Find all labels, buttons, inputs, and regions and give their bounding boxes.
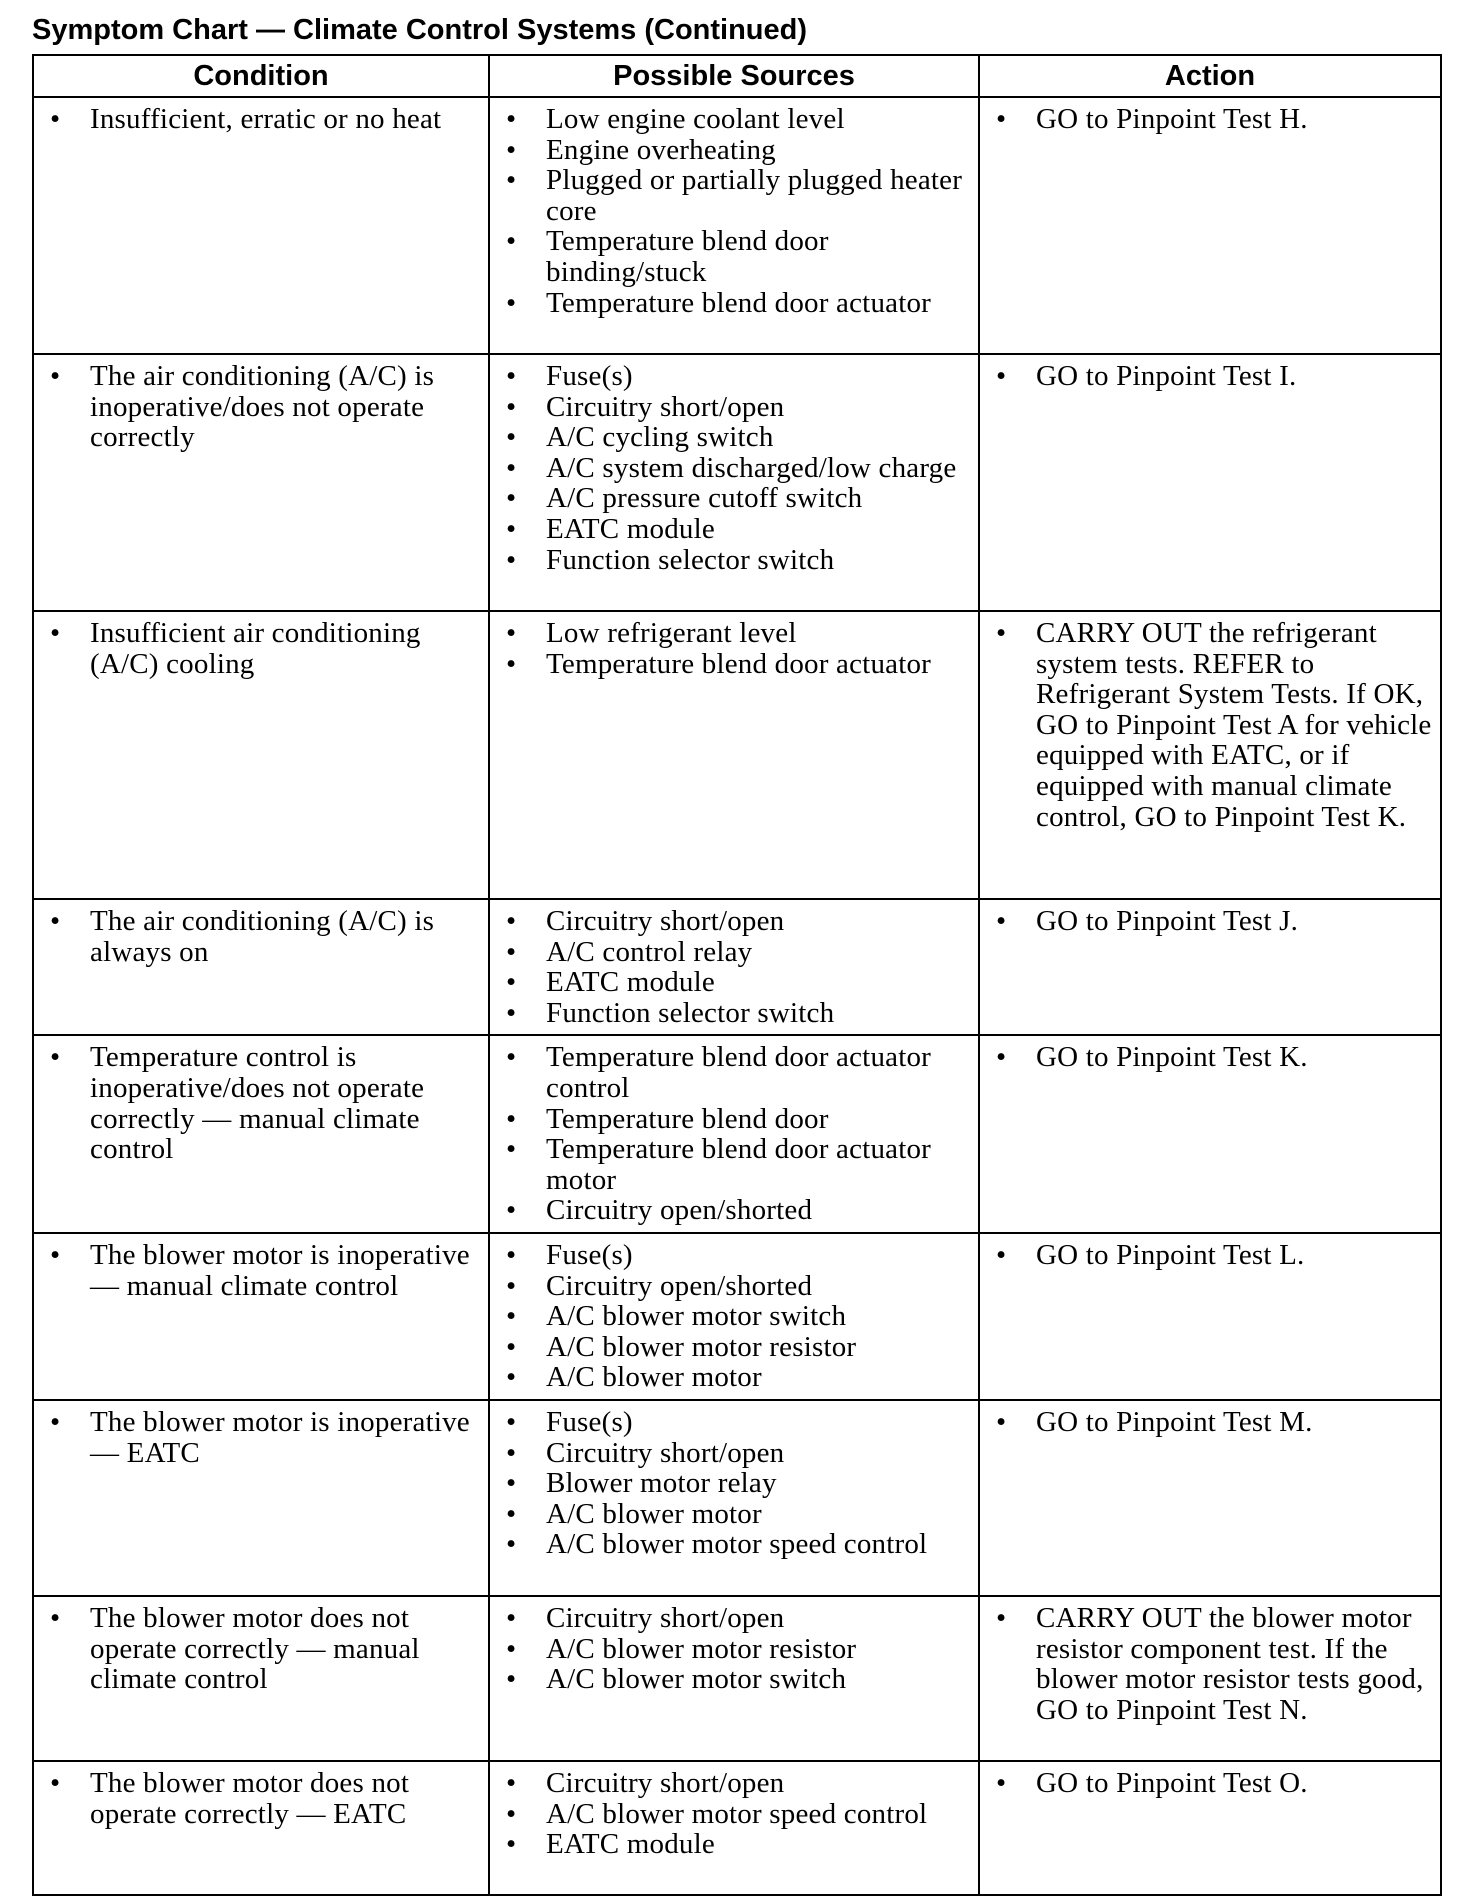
bullet-item: • Temperature blend door actuator control — [546, 1042, 970, 1103]
bullet-item: • The air conditioning (A/C) is always on — [90, 906, 480, 967]
table-body — [33, 97, 1441, 1895]
condition-cell — [33, 1761, 489, 1895]
bullet-item: • CARRY OUT the blower motor resistor component test. If the blower motor resistor tests good, GO to Pinpoint Test N. — [1036, 1603, 1432, 1725]
bullet-item: • A/C blower motor — [546, 1362, 970, 1393]
bullet-item: • Insufficient air conditioning (A/C) cooling — [90, 618, 480, 679]
bullet-list — [490, 900, 978, 1034]
bullet-list — [980, 900, 1440, 943]
column-header-condition: Condition — [33, 55, 489, 97]
bullet-item: • Insufficient, erratic or no heat — [90, 104, 480, 135]
bullet-list — [490, 1597, 978, 1701]
bullet-item: • GO to Pinpoint Test M. — [1036, 1407, 1432, 1438]
condition-cell — [33, 354, 489, 611]
bullet-item: • A/C blower motor speed control — [546, 1799, 970, 1830]
bullet-list — [980, 1036, 1440, 1079]
bullet-list — [980, 1597, 1440, 1731]
bullet-list — [490, 612, 978, 685]
possible-sources-cell — [489, 354, 979, 611]
bullet-item: • Low engine coolant level — [546, 104, 970, 135]
bullet-item: • A/C blower motor switch — [546, 1301, 970, 1332]
bullet-list — [34, 1036, 488, 1170]
bullet-list — [490, 355, 978, 581]
table-row — [33, 1400, 1441, 1596]
bullet-item: • A/C blower motor speed control — [546, 1529, 970, 1560]
bullet-item: • A/C blower motor — [546, 1499, 970, 1530]
possible-sources-cell — [489, 1596, 979, 1761]
bullet-item: • Temperature blend door actuator — [546, 288, 970, 319]
condition-cell — [33, 97, 489, 354]
bullet-item: • Circuitry open/shorted — [546, 1271, 970, 1302]
bullet-item: • GO to Pinpoint Test J. — [1036, 906, 1432, 937]
bullet-list — [34, 1401, 488, 1474]
action-cell — [979, 1233, 1441, 1400]
table-row — [33, 611, 1441, 899]
action-cell — [979, 611, 1441, 899]
bullet-item: • The blower motor is inoperative — EATC — [90, 1407, 480, 1468]
bullet-item: • Function selector switch — [546, 998, 970, 1029]
table-row — [33, 1035, 1441, 1233]
condition-cell — [33, 1400, 489, 1596]
bullet-item: • Fuse(s) — [546, 1240, 970, 1271]
bullet-list — [490, 1234, 978, 1399]
bullet-list — [34, 355, 488, 459]
possible-sources-cell — [489, 1761, 979, 1895]
possible-sources-cell — [489, 1400, 979, 1596]
condition-cell — [33, 1035, 489, 1233]
bullet-item: • Function selector switch — [546, 545, 970, 576]
column-header-possible-sources: Possible Sources — [489, 55, 979, 97]
symptom-chart-table — [32, 54, 1442, 1896]
bullet-item: • EATC module — [546, 514, 970, 545]
bullet-item: • GO to Pinpoint Test H. — [1036, 104, 1432, 135]
possible-sources-cell — [489, 97, 979, 354]
bullet-item: • A/C cycling switch — [546, 422, 970, 453]
condition-cell — [33, 1233, 489, 1400]
bullet-item: • A/C pressure cutoff switch — [546, 483, 970, 514]
bullet-item: • Circuitry short/open — [546, 1603, 970, 1634]
condition-cell — [33, 899, 489, 1035]
bullet-list — [490, 1036, 978, 1232]
bullet-item: • Plugged or partially plugged heater core — [546, 165, 970, 226]
bullet-list — [34, 98, 488, 141]
action-cell — [979, 1596, 1441, 1761]
bullet-item: • Circuitry short/open — [546, 1768, 970, 1799]
bullet-item: • The air conditioning (A/C) is inoperative/does not operate correctly — [90, 361, 480, 453]
table-row — [33, 354, 1441, 611]
bullet-list — [490, 98, 978, 324]
bullet-item: • Temperature blend door — [546, 1104, 970, 1135]
bullet-item: • Low refrigerant level — [546, 618, 970, 649]
table-header-row — [33, 55, 1441, 97]
table-row — [33, 1233, 1441, 1400]
bullet-list — [980, 1234, 1440, 1277]
column-header-action: Action — [979, 55, 1441, 97]
action-cell — [979, 1761, 1441, 1895]
table-row — [33, 97, 1441, 354]
action-cell — [979, 97, 1441, 354]
bullet-list — [980, 98, 1440, 141]
possible-sources-cell — [489, 611, 979, 899]
bullet-list — [34, 1597, 488, 1701]
bullet-list — [980, 1762, 1440, 1805]
bullet-item: • Temperature blend door actuator — [546, 649, 970, 680]
action-cell — [979, 899, 1441, 1035]
bullet-item: • A/C blower motor resistor — [546, 1634, 970, 1665]
bullet-list — [34, 1762, 488, 1835]
bullet-item: • Circuitry short/open — [546, 906, 970, 937]
bullet-list — [980, 612, 1440, 838]
bullet-item: • The blower motor does not operate correctly — EATC — [90, 1768, 480, 1829]
bullet-item: • Temperature control is inoperative/does not operate correctly — manual climate control — [90, 1042, 480, 1164]
bullet-item: • A/C blower motor resistor — [546, 1332, 970, 1363]
bullet-item: • EATC module — [546, 1829, 970, 1860]
bullet-item: • GO to Pinpoint Test O. — [1036, 1768, 1432, 1799]
bullet-item: • CARRY OUT the refrigerant system tests. REFER to Refrigerant System Tests. If OK, GO to Pinpoint Test A for vehicle equipped with EATC, or if equipped with manual climate control, GO to Pinpoint Test K. — [1036, 618, 1432, 832]
bullet-item: • Circuitry short/open — [546, 392, 970, 423]
bullet-item: • Blower motor relay — [546, 1468, 970, 1499]
bullet-item: • Engine overheating — [546, 135, 970, 166]
bullet-item: • GO to Pinpoint Test K. — [1036, 1042, 1432, 1073]
bullet-item: • A/C control relay — [546, 937, 970, 968]
bullet-item: • Fuse(s) — [546, 361, 970, 392]
bullet-list — [980, 1401, 1440, 1444]
bullet-list — [490, 1762, 978, 1866]
bullet-item: • Circuitry short/open — [546, 1438, 970, 1469]
bullet-item: • GO to Pinpoint Test I. — [1036, 361, 1432, 392]
condition-cell — [33, 1596, 489, 1761]
possible-sources-cell — [489, 1035, 979, 1233]
possible-sources-cell — [489, 1233, 979, 1400]
table-row — [33, 899, 1441, 1035]
table-row — [33, 1761, 1441, 1895]
condition-cell — [33, 611, 489, 899]
bullet-list — [490, 1401, 978, 1566]
possible-sources-cell — [489, 899, 979, 1035]
bullet-list — [34, 1234, 488, 1307]
bullet-item: • GO to Pinpoint Test L. — [1036, 1240, 1432, 1271]
bullet-item: • EATC module — [546, 967, 970, 998]
bullet-item: • Circuitry open/shorted — [546, 1195, 970, 1226]
bullet-item: • A/C blower motor switch — [546, 1664, 970, 1695]
bullet-list — [34, 612, 488, 685]
bullet-item: • Fuse(s) — [546, 1407, 970, 1438]
bullet-item: • Temperature blend door binding/stuck — [546, 226, 970, 287]
bullet-list — [980, 355, 1440, 398]
action-cell — [979, 1035, 1441, 1233]
bullet-item: • The blower motor is inoperative — manual climate control — [90, 1240, 480, 1301]
bullet-list — [34, 900, 488, 973]
bullet-item: • The blower motor does not operate correctly — manual climate control — [90, 1603, 480, 1695]
action-cell — [979, 354, 1441, 611]
table-row — [33, 1596, 1441, 1761]
action-cell — [979, 1400, 1441, 1596]
bullet-item: • A/C system discharged/low charge — [546, 453, 970, 484]
bullet-item: • Temperature blend door actuator motor — [546, 1134, 970, 1195]
page-title: Symptom Chart — Climate Control Systems (Continued) — [32, 14, 808, 46]
